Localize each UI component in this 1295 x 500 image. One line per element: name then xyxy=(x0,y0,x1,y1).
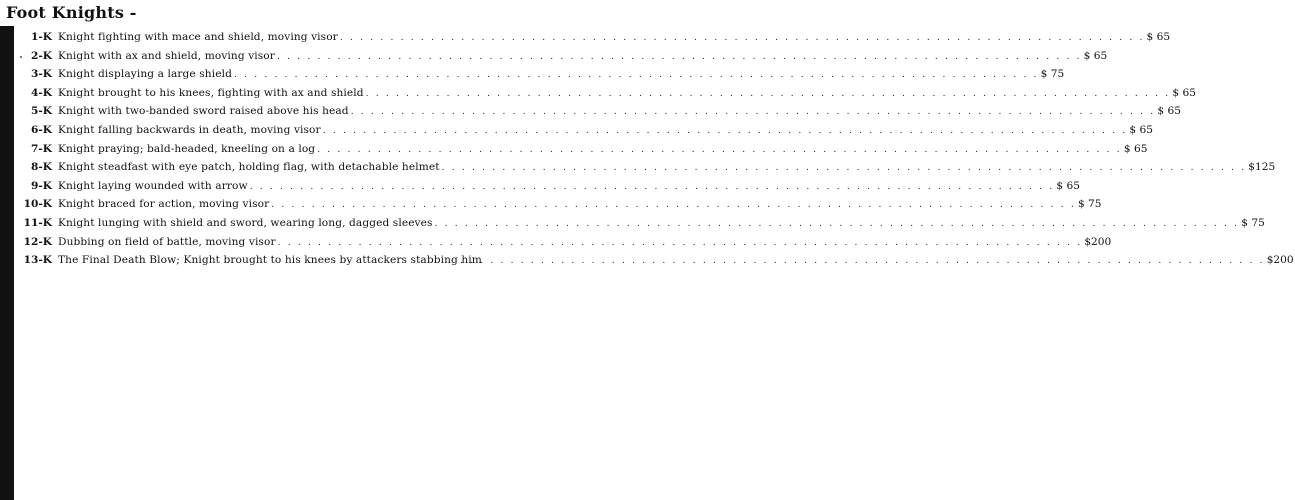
item-price: $ 65 xyxy=(1123,142,1148,155)
item-description: Knight displaying a large shield xyxy=(58,68,232,81)
item-price: $ 65 xyxy=(1146,31,1171,43)
item-code: 7-K xyxy=(31,142,52,155)
item-code: 13-K xyxy=(23,254,52,267)
list-item xyxy=(18,251,1294,270)
list-item xyxy=(18,102,1181,121)
item-code: 6-K xyxy=(31,123,52,136)
item-code: 2-K xyxy=(31,49,52,62)
list-item xyxy=(18,65,1065,84)
dot-leader: . . . . . . . . . . . . . . . . . . . . . . . . . . . . . . . . . . . . . . . . . . . . . . . . . . . . . . . . . . . . . . . . . . . . . . . . . . . . . . . . xyxy=(249,181,1055,192)
item-description: Knight with two-banded sword raised above his head xyxy=(58,105,349,118)
dot-leader: . . . . . . . . . . . . . . . . . . . . . . . . . . . . . . . . . . . . . . . . . . . . . . . . . . . . . . . . . . . . . . . . . . . . . . . . . . . . . . . . xyxy=(233,70,1039,81)
item-code: 5-K xyxy=(31,105,52,118)
item-description: Knight fighting with mace and shield, moving visor xyxy=(58,31,338,43)
dot-leader: . . . . . . . . . . . . . . . . . . . . . . . . . . . . . . . . . . . . . . . . . . . . . . . . . . . . . . . . . . . . . . . . . . . . . . . . . . . . . . . . xyxy=(271,200,1076,211)
item-price: $ 65 xyxy=(1172,86,1196,99)
item-price: $ 65 xyxy=(1083,49,1108,62)
item-price: $ 65 xyxy=(1056,179,1080,192)
list-item xyxy=(18,121,1153,140)
item-code: 11-K xyxy=(23,216,52,229)
left-margin-bar xyxy=(0,26,14,500)
item-code: 4-K xyxy=(31,86,52,99)
item-description: Knight brought to his knees, fighting with ax and shield xyxy=(58,86,364,99)
item-description: The Final Death Blow; Knight brought to his knees by attackers stabbing him xyxy=(58,254,482,267)
list-item xyxy=(18,214,1265,233)
item-price: $200 xyxy=(1266,254,1294,267)
list-item xyxy=(18,47,1108,66)
item-description: Knight falling backwards in death, moving visor xyxy=(58,123,321,136)
list-item xyxy=(18,158,1276,177)
item-description: Knight laying wounded with arrow xyxy=(58,179,248,192)
item-code: 10-K xyxy=(23,198,52,211)
item-description: Knight lunging with shield and sword, wearing long, dagged sleeves xyxy=(58,216,433,229)
list-item xyxy=(18,140,1148,159)
dot-leader: . . . . . . . . . . . . . . . . . . . . . . . . . . . . . . . . . . . . . . . . . . . . . . . . . . . . . . . . . . . . . . . . . . . . . . . . . . . . . . . . xyxy=(339,33,1145,43)
item-code: 1-K xyxy=(31,31,52,43)
list-item xyxy=(18,28,1171,47)
item-price: $200 xyxy=(1084,235,1112,248)
item-description: Dubbing on field of battle, moving visor xyxy=(58,235,276,248)
dot-leader: . . . . . . . . . . . . . . . . . . . . . . . . . . . . . . . . . . . . . . . . . . . . . . . . . . . . . . . . . . . . . . . . . . . . . . . . . . . . . . . . xyxy=(277,237,1083,248)
dot-leader: . . . . . . . . . . . . . . . . . . . . . . . . . . . . . . . . . . . . . . . . . . . . . . . . . . . . . . . . . . . . . . . . . . . . . . . . . . . . . . . . xyxy=(317,144,1122,155)
item-code: 8-K xyxy=(31,161,52,174)
list-item xyxy=(18,195,1102,214)
item-description: Knight praying; bald-headed, kneeling on a log xyxy=(58,142,316,155)
item-price: $ 65 xyxy=(1129,123,1153,136)
dot-leader: . . . . . . . . . . . . . . . . . . . . . . . . . . . . . . . . . . . . . . . . . . . . . . . . . . . . . . . . . . . . . . . . . . . . . . . . . . . . . . . . xyxy=(365,88,1171,99)
dot-leader: . . . . . . . . . . . . . . . . . . . . . . . . . . . . . . . . . . . . . . . . . . . . . . . . . . . . . . . . . . . . . . . . . . . . . . . . . . . . . . . . xyxy=(276,51,1082,62)
dot-leader: . . . . . . . . . . . . . . . . . . . . . . . . . . . . . . . . . . . . . . . . . . . . . . . . . . . . . . . . . . . . . . . . . . . . . . . . . . . . . . . . xyxy=(441,163,1247,174)
list-item xyxy=(18,177,1080,196)
item-description: Knight with ax and shield, moving visor xyxy=(58,49,275,62)
item-price: $ 65 xyxy=(1157,105,1181,118)
item-code: 12-K xyxy=(23,235,52,248)
list-item xyxy=(18,233,1112,252)
price-list xyxy=(18,28,1294,270)
list-item xyxy=(18,84,1196,103)
item-price: $125 xyxy=(1248,161,1276,174)
section-heading: Foot Knights - xyxy=(6,3,137,22)
dot-leader: . . . . . . . . . . . . . . . . . . . . . . . . . . . . . . . . . . . . . . . . . . . . . . . . . . . . . . . . . . . . . . . . . . . . . . . . . . . . . . . . xyxy=(322,125,1128,136)
item-description: Knight steadfast with eye patch, holding flag, with detachable helmet xyxy=(58,161,440,174)
dot-leader: . . . . . . . . . . . . . . . . . . . . . . . . . . . . . . . . . . . . . . . . . . . . . . . . . . . . . . . . . . . . . . . . . . . . . . . . . . . . . . . . xyxy=(434,218,1240,229)
item-code: 3-K xyxy=(31,68,52,81)
item-description: Knight braced for action, moving visor xyxy=(58,198,270,211)
item-code: 9-K xyxy=(31,179,52,192)
dot-leader: . . . . . . . . . . . . . . . . . . . . . . . . . . . . . . . . . . . . . . . . . . . . . . . . . . . . . . . . . . . . . . . . . . . . . . . . . . . . . . . . xyxy=(460,256,1265,267)
item-price: $ 75 xyxy=(1077,198,1102,211)
item-price: $ 75 xyxy=(1040,68,1065,81)
dot-leader: . . . . . . . . . . . . . . . . . . . . . . . . . . . . . . . . . . . . . . . . . . . . . . . . . . . . . . . . . . . . . . . . . . . . . . . . . . . . . . . . xyxy=(350,107,1156,118)
item-price: $ 75 xyxy=(1241,216,1265,229)
